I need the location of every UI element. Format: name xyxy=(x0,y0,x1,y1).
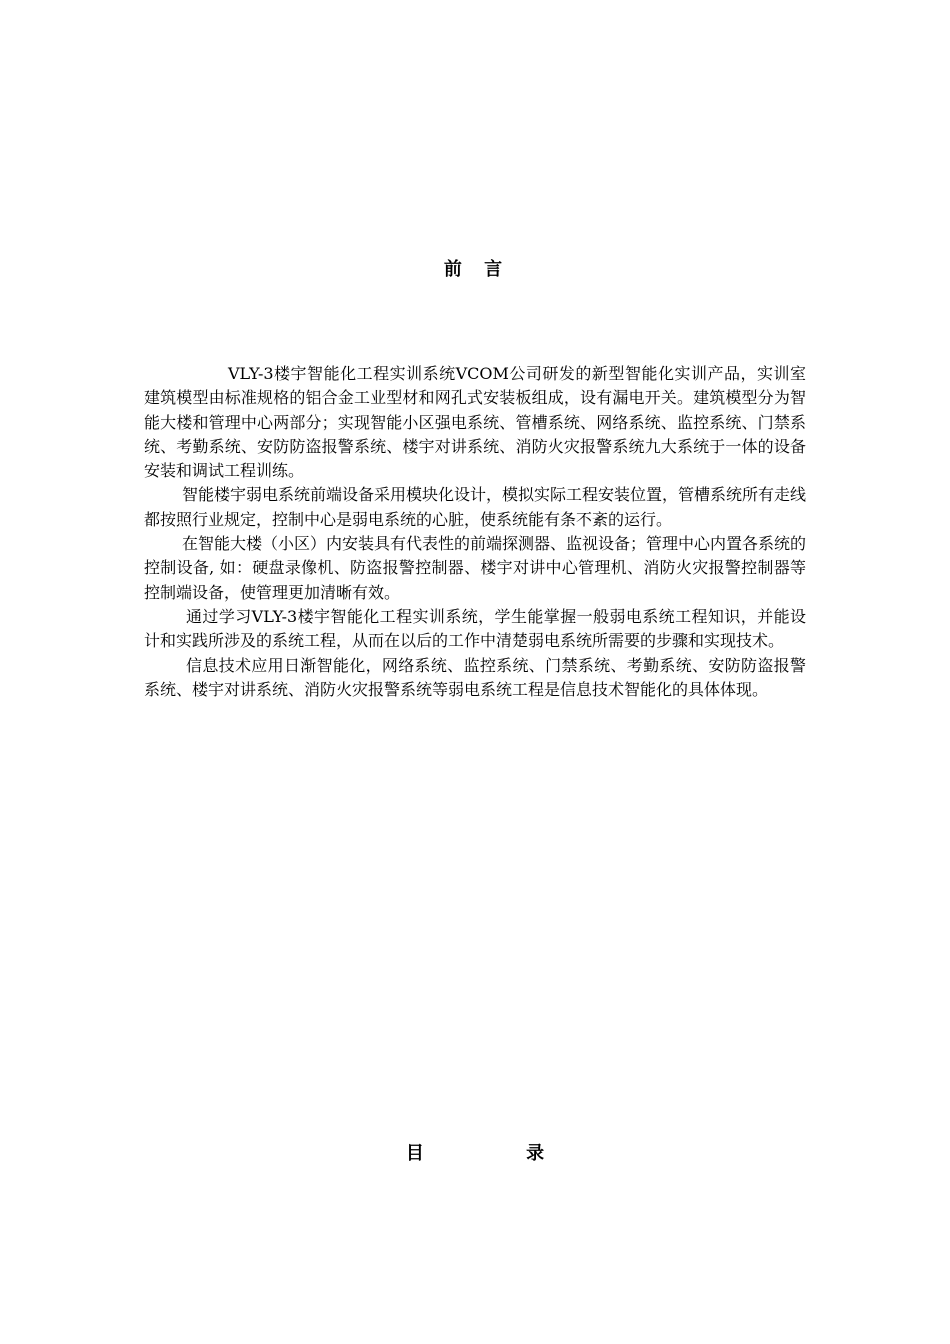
preface-paragraph-2: 智能楼宇弱电系统前端设备采用模块化设计，模拟实际工程安装位置，管槽系统所有走线都按照行业规定，控制中心是弱电系统的心脏，使系统能有条不紊的运行。 xyxy=(144,485,807,529)
preface-paragraph-4: 通过学习VLY-3楼宇智能化工程实训系统，学生能掌握一般弱电系统工程知识，并能设计和实践所涉及的系统工程，从而在以后的工作中清楚弱电系统所需要的步骤和实现技术。 xyxy=(144,606,806,651)
preface-paragraph-3: 在智能大楼（小区）内安装具有代表性的前端探测器、监视设备；管理中心内置各系统的控制设备, 如：硬盘录像机、防盗报警控制器、楼宇对讲中心管理机、消防火灾报警控制器等控制端设备，使管理更加清晰有效。 xyxy=(144,534,807,602)
preface-body xyxy=(144,362,806,702)
preface-paragraph-1: VLY-3楼宇智能化工程实训系统VCOM公司研发的新型智能化实训产品，实训室建筑模型由标准规格的铝合金工业型材和网孔式安装板组成，设有漏电开关。建筑模型分为智能大楼和管理中心两部分；实现智能小区强电系统、管槽系统、网络系统、监控系统、门禁系统、考勤系统、安防防盗报警系统、楼宇对讲系统、消防火灾报警系统九大系统于一体的设备安装和调试工程训练。 xyxy=(144,364,806,481)
toc-title: 目 录 xyxy=(405,1143,593,1164)
preface-title: 前 言 xyxy=(443,259,511,280)
preface-paragraph-5: 信息技术应用日渐智能化，网络系统、监控系统、门禁系统、考勤系统、安防防盗报警系统、楼宇对讲系统、消防火灾报警系统等弱电系统工程是信息技术智能化的具体体现。 xyxy=(144,655,806,699)
